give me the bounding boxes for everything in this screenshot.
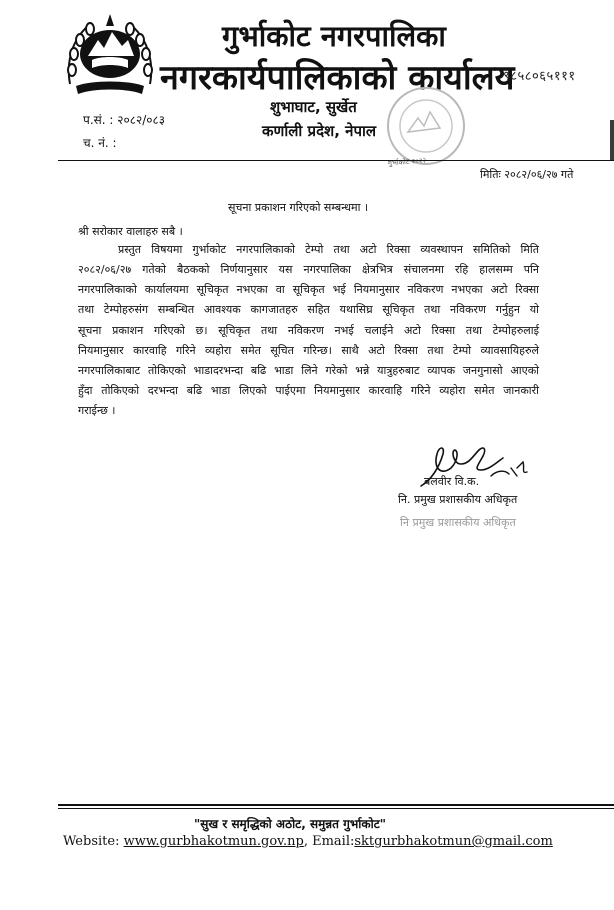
body-line: २०८२/०६/२७ गतेको बैठकको निर्णयानुसार यस नगरपालिका क्षेत्रभित्र संचालनमा रहि हालसम्म पनि [78, 263, 539, 276]
body-line: नगरपालिकाको कार्यालयमा सूचिकृत नभएका वा सूचिकृत भई नियमानुसार नविकरण नभएका अटो रिक्सा [78, 283, 539, 296]
signatory-name: बलवीर वि.क. [424, 475, 480, 488]
footer-motto: "सुख र समृद्धिको अठोट, समुन्नत गुर्भाकोट" [194, 817, 387, 831]
letter-salutation: श्री सरोकार वालाहरु सबै । [78, 225, 183, 238]
body-line: नगरपालिकाबाट तोकिएको भाडादरभन्दा बढि भाडा लिने गरेको भन्ने यात्रुहरुबाट व्यापक जनगुनासो आएको [78, 364, 539, 377]
letter-subject: सूचना प्रकाशन गरिएको सम्बन्धमा । [228, 201, 369, 214]
footer-rule [58, 804, 614, 806]
footer-rule-thin [58, 808, 614, 809]
municipality-name: गुर्भाकोट नगरपालिका [222, 19, 446, 53]
footer-contact [63, 834, 553, 849]
phone-number: ९८५८०६५१११ [503, 69, 576, 84]
body-line: नियमानुसार कारवाहि गरिने व्यहोरा समेत सूचित गरिन्छ। साथै अटो रिक्सा तथा टेम्पो व्यावसायिहरुले [78, 344, 539, 357]
body-line: तथा टेम्पोहरुसंग सम्बन्धित आवश्यक कागजातहरु सहित यथासिघ्र सूचिकृत तथा नविकरण गर्नुहुन यो [78, 303, 539, 316]
body-line: गराईन्छ । [78, 404, 116, 417]
nepal-emblem-icon [62, 10, 158, 98]
address-line-1: शुभाघाट, सुर्खेत [270, 98, 357, 116]
website-label: Website: [63, 834, 124, 849]
signatory-stamp-text: नि प्रमुख प्रशासकीय अधिकृत [400, 516, 516, 529]
signatory-title: नि. प्रमुख प्रशासकीय अधिकृत [398, 493, 518, 506]
body-line: प्रस्तुत विषयमा गुर्भाकोट नगरपालिकाको टेम्पो तथा अटो रिक्सा व्यवस्थापन समितिको मिति [118, 243, 539, 256]
body-line: हुँदा तोकिएको दरभन्दा बढि भाडा लिएको पाईएमा नियमानुसार कारवाहि गरिने व्यहोरा समेत जानकारी [78, 384, 539, 397]
body-line: सूचना प्रकाशन गरिएको छ। सूचिकृत तथा नविकरण नभई चलाईने अटो रिक्सा तथा टेम्पोहरुलाई [78, 324, 539, 337]
email-label: , Email: [303, 834, 355, 849]
letter-date: मितिः २०८२/०६/२७ गते [480, 168, 574, 181]
header-divider [58, 160, 614, 161]
dispatch-number: च. नं. : [83, 136, 117, 150]
stamp-note: गुर्भाकोट २०२२ [387, 156, 427, 168]
email-link[interactable]: sktgurbhakotmun@gmail.com [354, 834, 553, 849]
scan-edge-shadow [610, 120, 614, 160]
reference-number: प.सं. : २०८२/०८३ [83, 113, 165, 127]
website-link[interactable]: www.gurbhakotmun.gov.np [123, 834, 304, 849]
office-name: नगरकार्यपालिकाको कार्यालय [160, 58, 515, 98]
address-line-2: कर्णाली प्रदेश, नेपाल [262, 122, 377, 140]
